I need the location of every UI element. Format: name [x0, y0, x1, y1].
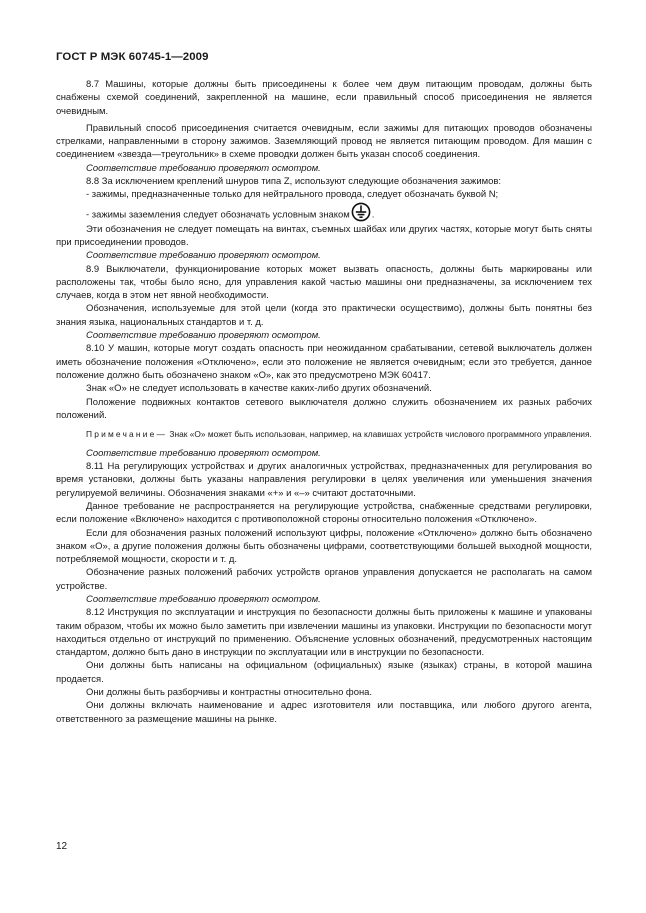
paragraph-legible: Они должны быть разборчивы и контрастны относительно фона.: [86, 687, 373, 699]
paragraph-regulating-devices: Данное требование не распространяется на регулирующие устройства, снабженные средствами регулировки, если положение «Включено» находится с противоположной стороны относительно положения «Отключено».: [56, 500, 592, 526]
paragraph-contacts-position: Положение подвижных контактов сетевого выключателя должно служить обозначением их разных рабочих положений.: [56, 396, 592, 421]
clause-8-12: 8.12 Инструкция по эксплуатации и инструкция по безопасности должны быть приложены к машине и упакованы таким образом, чтобы их можно было заметить при извлечении машины из упаковки. Инструкции по безопасности могут находиться отдельно от инструкций по применению. Объяснение условных обозначений, предусмотренных настоящим стандартом, должно быть дано в инструкции по эксплуатации или в инструкции по безопасности.: [56, 607, 592, 659]
paragraph-position-designation: Обозначение разных положений рабочих устройств органов управления допускается не располагать на самом устройстве.: [56, 567, 592, 592]
note: [56, 428, 592, 441]
list-item-earth: [56, 208, 592, 222]
protective-earth-symbol-icon: [351, 202, 371, 222]
note-label: Примечание—: [86, 429, 168, 440]
clause-8-8: 8.8 За исключением креплений шнуров типа Z, используют следующие обозначения зажимов:: [86, 176, 501, 188]
list-item-earth-text: - зажимы заземления следует обозначать условным знаком: [86, 209, 350, 221]
paragraph-manufacturer-address: Они должны включать наименование и адрес изготовителя или поставщика, или любого другого агента, ответственного за размещение машины на рынке.: [56, 700, 592, 725]
compliance-check: Соответствие требованию проверяют осмотром.: [86, 447, 321, 459]
compliance-check: Соответствие требованию проверяют осмотром.: [86, 593, 321, 605]
list-item-neutral: - зажимы, предназначенные только для нейтрального провода, следует обозначать буквой N;: [86, 189, 499, 201]
standard-title: ГОСТ Р МЭК 60745-1—2009: [56, 51, 209, 63]
document-body: [56, 78, 592, 726]
clause-8-9: 8.9 Выключатели, функционирование которых может вызвать опасность, должны быть маркированы или расположены так, чтобы было ясно, для управления какой частью машины они предназначены, за исключением тех случаев, когда в этом нет явной необходимости.: [56, 263, 592, 302]
page-number: 12: [56, 841, 68, 852]
clause-8-11: 8.11 На регулирующих устройствах и других аналогичных устройствах, предназначенных для регулирования во время установки, должны быть указаны направления регулировки в целях увеличения или уменьшения значения регулируемой величины. Обозначения знаками «+» и «–» считают достаточными.: [56, 461, 592, 499]
compliance-check: Соответствие требованию проверяют осмотром.: [86, 330, 321, 342]
paragraph-o-sign: Знак «О» не следует использовать в качестве каких-либо других обозначений.: [86, 383, 432, 395]
clause-8-10: 8.10 У машин, которые могут создать опасность при неожиданном срабатывании, сетевой выключатель должен иметь обозначение положения «Отключено», если это положение не является очевидным; если это требуется, данное положение должно быть обозначено знаком «О», как это предусмотрено МЭК 60417.: [56, 343, 592, 381]
list-item-earth-end: .: [371, 209, 375, 221]
paragraph-official-language: Они должны быть написаны на официальном (официальных) языке (языках) страны, в которой машина продается.: [56, 660, 592, 685]
compliance-check: Соответствие требованию проверяют осмотром.: [86, 250, 321, 262]
paragraph-markings-placement: Эти обозначения не следует помещать на винтах, съемных шайбах или других частях, которые могут быть сняты при присоединении проводов.: [56, 223, 592, 248]
note-text: Знак «О» может быть использован, например, на клавишах устройств числового программного управления.: [167, 429, 592, 440]
clause-8-7: 8.7 Машины, которые должны быть присоединены к более чем двум питающим проводам, должны быть снабжены схемой соединений, закрепленной на машине, если правильный способ присоединения не является очевидным.: [56, 79, 592, 117]
paragraph-digit-positions: Если для обозначения разных положений используют цифры, положение «Отключено» должно быть обозначено знаком «О», а другие положения должны быть обозначены цифрами, соответствующими большей выходной мощности, потребляемой мощности, скорости и т. д.: [56, 527, 592, 566]
paragraph-connection-obvious: Правильный способ присоединения считается очевидным, если зажимы для питающих проводов обозначены стрелками, направленными в сторону зажимов. Заземляющий провод не является питающим проводом. Для машин с соединением «звезда—треугольник» в схеме проводки должен быть указан способ соединения.: [56, 122, 592, 161]
compliance-check: Соответствие требованию проверяют осмотром.: [86, 162, 321, 174]
paragraph-symbols-understood: Обозначения, используемые для этой цели (когда это практически осуществимо), должны быть понятны без знания языка, национальных стандартов и т. д.: [56, 303, 592, 328]
